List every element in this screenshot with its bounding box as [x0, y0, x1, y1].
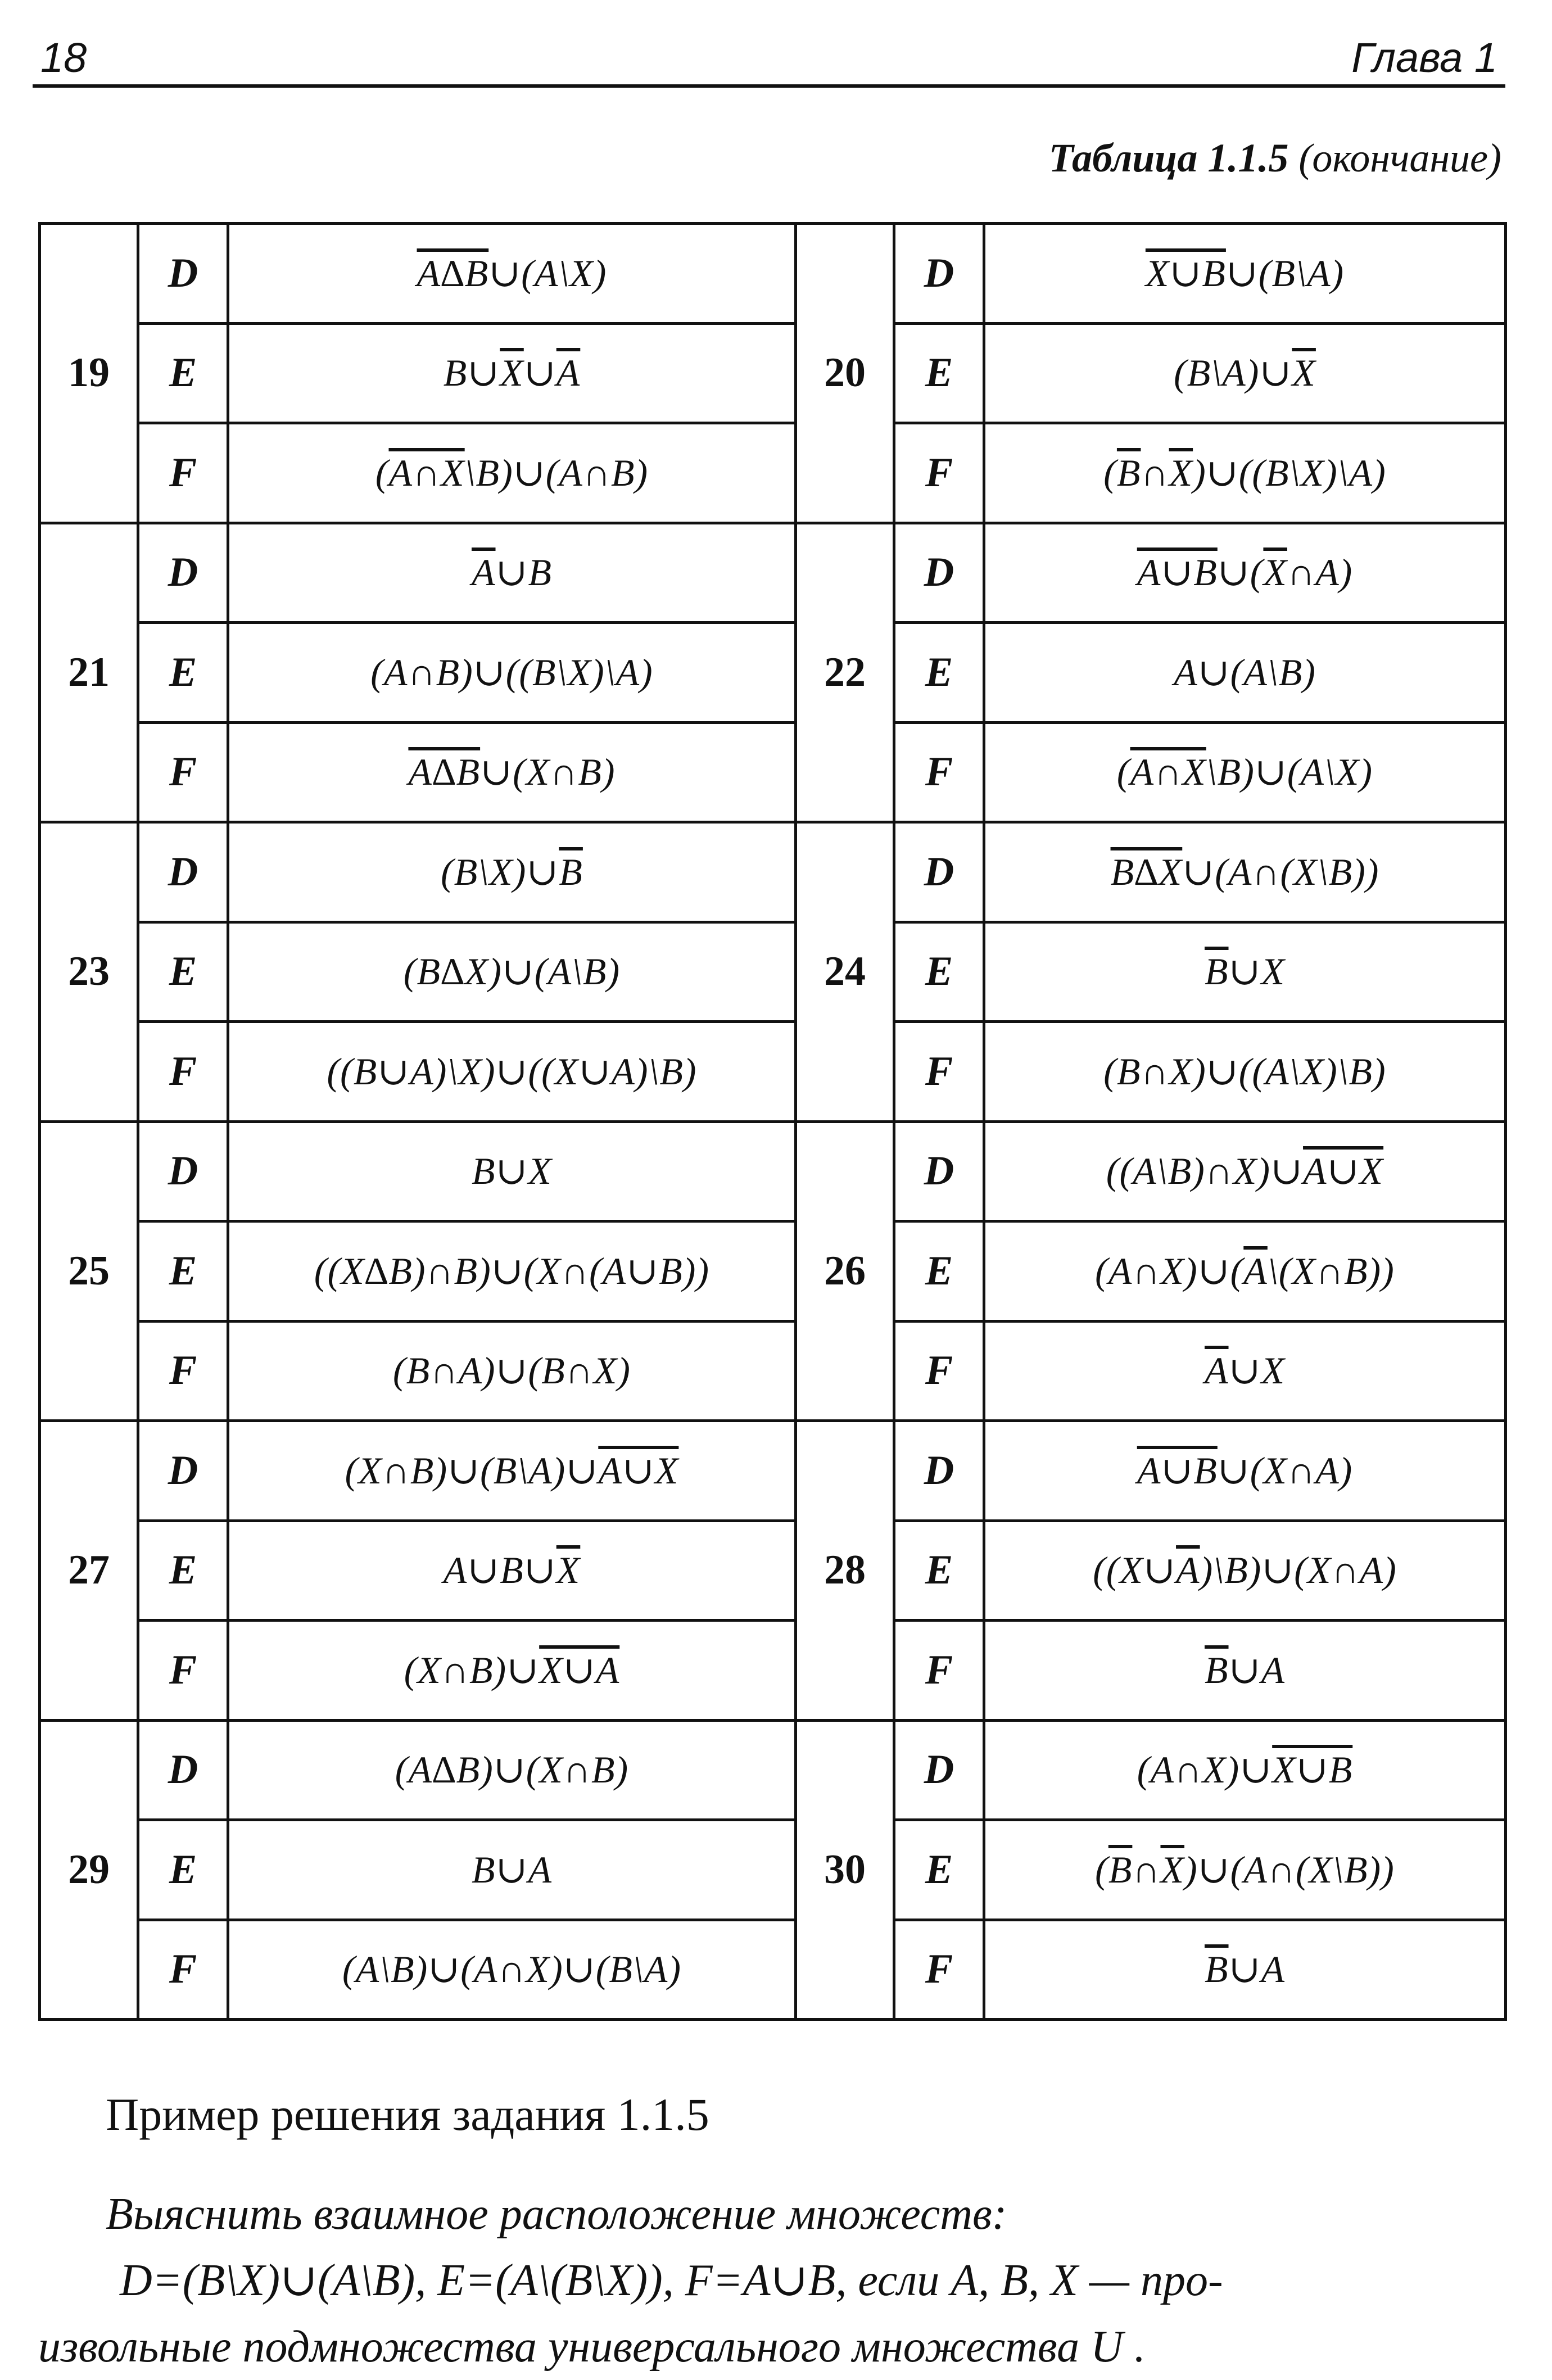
set-label: F	[894, 1920, 984, 2020]
variant-number: 25	[40, 1121, 138, 1421]
set-label: E	[894, 623, 984, 723]
variant-number: 28	[796, 1421, 894, 1721]
set-formula: (A∆B)∪(X∩B)	[228, 1720, 796, 1820]
variant-number: 23	[40, 822, 138, 1122]
table-row	[40, 423, 1506, 523]
set-formula: $\overline{B}\cup A$	[984, 1920, 1506, 2020]
set-label: D	[138, 224, 228, 324]
set-label: D	[138, 1121, 228, 1221]
set-label: E	[138, 1521, 228, 1621]
set-label: F	[138, 1321, 228, 1421]
task-line-2: D=(B\X)∪(A\B), E=(A\(B\X)), F=A∪B, если A, B, X — про-	[120, 2256, 1223, 2305]
set-formula: A∆B∪(X∩B)	[228, 722, 796, 822]
table-row	[40, 1521, 1506, 1621]
set-label: E	[894, 323, 984, 423]
set-label: E	[894, 1521, 984, 1621]
table-row	[40, 623, 1506, 723]
variant-number: 20	[796, 224, 894, 523]
set-label: D	[894, 1121, 984, 1221]
set-label: D	[138, 523, 228, 623]
set-formula: B∪X	[228, 1121, 796, 1221]
set-formula: $(\overline{B}\cap\overline{X})\cup((B\backslash X)\backslash A)$	[984, 423, 1506, 523]
variant-number: 30	[796, 1720, 894, 2020]
set-label: E	[138, 623, 228, 723]
page-header	[33, 34, 1505, 88]
table-row	[40, 1121, 1506, 1221]
set-formula: (A∩X)∪X∪B	[984, 1720, 1506, 1820]
table-row	[40, 1022, 1506, 1122]
set-label: F	[894, 722, 984, 822]
set-formula: $\overline{A}\cup B$	[228, 523, 796, 623]
set-formula: $(B\backslash A)\cup\overline{X}$	[984, 323, 1506, 423]
set-formula: $\overline{A}\cup X$	[984, 1321, 1506, 1421]
variants-table	[38, 222, 1507, 2021]
set-formula: (A∩X\B)∪(A\X)	[984, 722, 1506, 822]
task-line-3: извольные подмножества универсального множества U .	[38, 2322, 1146, 2372]
variant-number: 26	[796, 1121, 894, 1421]
set-label: F	[138, 722, 228, 822]
set-label: D	[138, 822, 228, 922]
set-formula: B∪A	[228, 1820, 796, 1920]
set-formula: (A∩X\B)∪(A∩B)	[228, 423, 796, 523]
set-formula: A∪(A\B)	[984, 623, 1506, 723]
set-formula: A∪B∪(X∩A)	[984, 1421, 1506, 1521]
set-formula: $\overline{B}\cup A$	[984, 1621, 1506, 1721]
table-row	[40, 722, 1506, 822]
set-formula: (B∩A)∪(B∩X)	[228, 1321, 796, 1421]
set-label: D	[894, 1720, 984, 1820]
table-row	[40, 323, 1506, 423]
set-formula: $A\cup B\cup(\overline{X}\cap A)$	[984, 523, 1506, 623]
variant-number: 19	[40, 224, 138, 523]
table-row	[40, 1720, 1506, 1820]
set-formula: (X∩B)∪X∪A	[228, 1621, 796, 1721]
set-label: D	[138, 1720, 228, 1820]
set-label: E	[894, 1820, 984, 1920]
table-row	[40, 1920, 1506, 2020]
table-row	[40, 224, 1506, 324]
variant-number: 22	[796, 523, 894, 822]
variant-number: 21	[40, 523, 138, 822]
set-formula: $B\cup\overline{X}\cup\overline{A}$	[228, 323, 796, 423]
set-formula: ((A\B)∩X)∪A∪X	[984, 1121, 1506, 1221]
set-formula: B∆X∪(A∩(X\B))	[984, 822, 1506, 922]
page-number: 18	[40, 34, 87, 81]
set-label: F	[894, 423, 984, 523]
example-title: Пример решения задания 1.1.5	[106, 2089, 709, 2140]
set-label: E	[138, 1221, 228, 1322]
table-caption-label: Таблица 1.1.5	[1048, 135, 1289, 180]
table-caption-suffix: (окончание)	[1298, 135, 1501, 180]
chapter-title: Глава 1	[1351, 34, 1497, 81]
variant-number: 24	[796, 822, 894, 1122]
set-formula: $(\overline{B}\cap\overline{X})\cup(A\cap(X\backslash B))$	[984, 1820, 1506, 1920]
set-label: D	[138, 1421, 228, 1521]
set-formula: (A\B)∪(A∩X)∪(B\A)	[228, 1920, 796, 2020]
set-formula: $(A\cap X)\cup(\overline{A}\backslash(X\cap B))$	[984, 1221, 1506, 1322]
set-label: E	[894, 1221, 984, 1322]
set-formula: $A\cup B\cup\overline{X}$	[228, 1521, 796, 1621]
table-row	[40, 1221, 1506, 1322]
task-line-1: Выяснить взаимное расположение множеств:	[106, 2189, 1007, 2239]
set-label: D	[894, 1421, 984, 1521]
set-formula: ((X∆B)∩B)∪(X∩(A∪B))	[228, 1221, 796, 1322]
set-label: E	[138, 1820, 228, 1920]
table-caption	[1049, 135, 1501, 182]
table-row	[40, 1421, 1506, 1521]
set-formula: $(B\backslash X)\cup\overline{B}$	[228, 822, 796, 922]
set-label: F	[894, 1321, 984, 1421]
set-formula: (A∩B)∪((B\X)\A)	[228, 623, 796, 723]
set-label: E	[138, 922, 228, 1022]
set-label: E	[894, 922, 984, 1022]
set-label: F	[138, 1621, 228, 1721]
variant-number: 27	[40, 1421, 138, 1721]
table-row	[40, 1321, 1506, 1421]
set-formula: (B∆X)∪(A\B)	[228, 922, 796, 1022]
set-formula: A∆B∪(A\X)	[228, 224, 796, 324]
set-formula: $\overline{B}\cup X$	[984, 922, 1506, 1022]
set-formula: (B∩X)∪((A\X)\B)	[984, 1022, 1506, 1122]
variant-number: 29	[40, 1720, 138, 2020]
set-formula: ((B∪A)\X)∪((X∪A)\B)	[228, 1022, 796, 1122]
set-label: F	[894, 1022, 984, 1122]
set-label: D	[894, 523, 984, 623]
table-row	[40, 523, 1506, 623]
table-row	[40, 922, 1506, 1022]
set-label: D	[894, 822, 984, 922]
set-label: F	[894, 1621, 984, 1721]
table-row	[40, 1621, 1506, 1721]
table-row	[40, 1820, 1506, 1920]
table-row	[40, 822, 1506, 922]
set-label: F	[138, 1022, 228, 1122]
set-formula: (X∩B)∪(B\A)∪A∪X	[228, 1421, 796, 1521]
set-formula: $((X\cup\overline{A})\backslash B)\cup(X\cap A)$	[984, 1521, 1506, 1621]
set-label: F	[138, 1920, 228, 2020]
set-formula: X∪B∪(B\A)	[984, 224, 1506, 324]
set-label: F	[138, 423, 228, 523]
set-label: D	[894, 224, 984, 324]
set-label: E	[138, 323, 228, 423]
task-text	[38, 2181, 1511, 2380]
